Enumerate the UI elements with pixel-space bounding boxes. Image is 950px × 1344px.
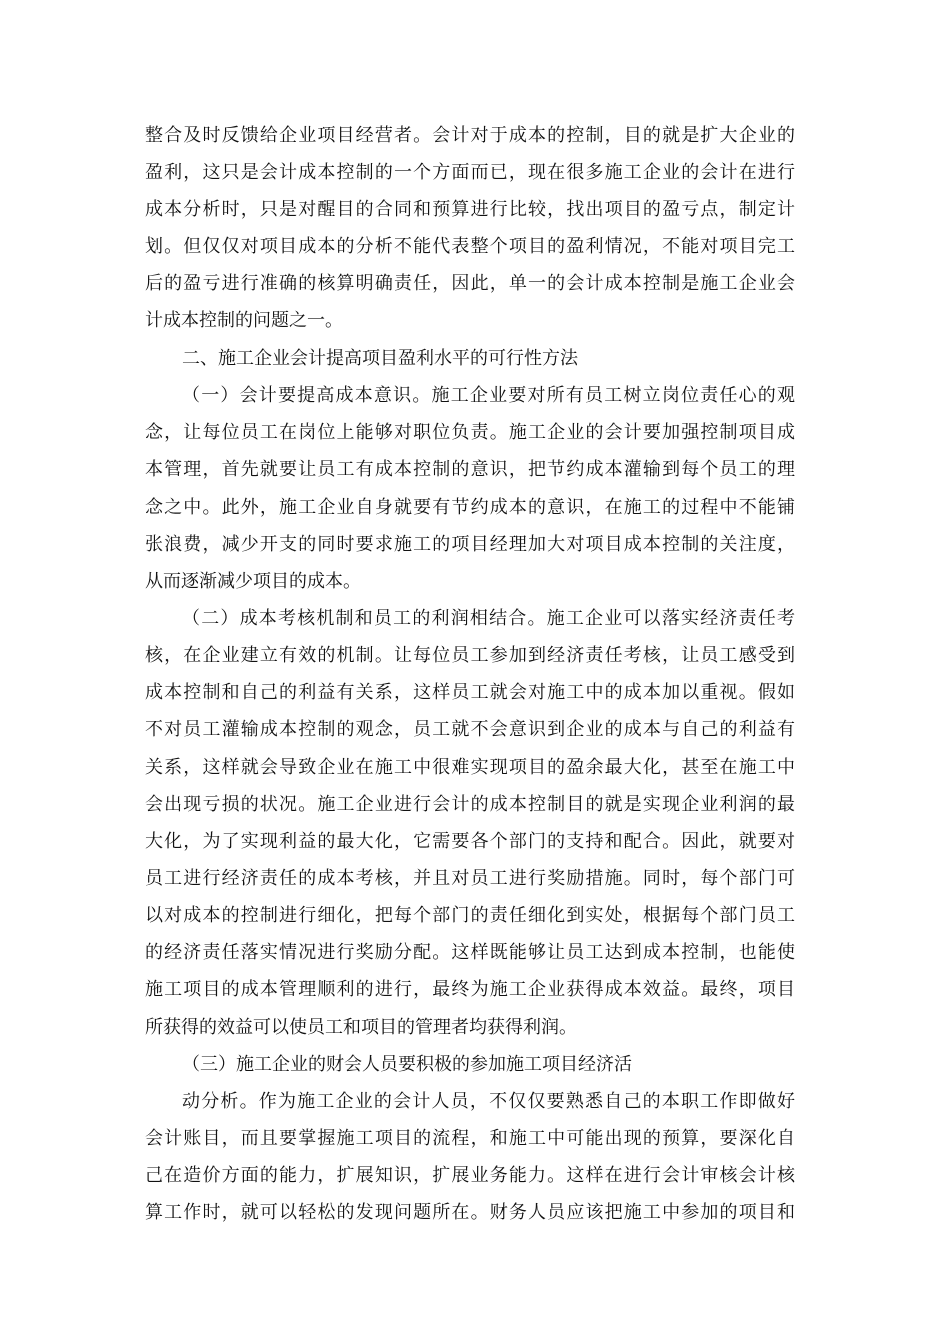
text-line: 关系，这样就会导致企业在施工中很难实现项目的盈余最大化，甚至在施工中 — [145, 757, 795, 778]
text-line: 整合及时反馈给企业项目经营者。会计对于成本的控制，目的就是扩大企业的 — [145, 125, 795, 146]
text-line: 本管理，首先就要让员工有成本控制的意识，把节约成本灌输到每个员工的理 — [145, 459, 795, 480]
text-line: （二）成本考核机制和员工的利润相结合。施工企业可以落实经济责任考 — [182, 608, 795, 629]
text-line: 盈利，这只是会计成本控制的一个方面而已，现在很多施工企业的会计在进行 — [145, 162, 795, 183]
text-line: 动分析。作为施工企业的会计人员，不仅仅要熟悉自己的本职工作即做好 — [182, 1091, 795, 1112]
text-line: 以对成本的控制进行细化，把每个部门的责任细化到实处，根据每个部门员工 — [145, 905, 795, 926]
text-line: 算工作时，就可以轻松的发现问题所在。财务人员应该把施工中参加的项目和 — [145, 1202, 795, 1223]
text-line: 员工进行经济责任的成本考核，并且对员工进行奖励措施。同时，每个部门可 — [145, 868, 795, 889]
text-line: 所获得的效益可以使员工和项目的管理者均获得利润。 — [145, 1017, 577, 1038]
text-line: 念，让每位员工在岗位上能够对职位负责。施工企业的会计要加强控制项目成 — [145, 422, 795, 443]
text-line: 会出现亏损的状况。施工企业进行会计的成本控制目的就是实现企业利润的最 — [145, 794, 795, 815]
text-line: 的经济责任落实情况进行奖励分配。这样既能够让员工达到成本控制，也能使 — [145, 942, 795, 963]
text-line: 划。但仅仅对项目成本的分析不能代表整个项目的盈利情况，不能对项目完工 — [145, 236, 795, 257]
text-line: 张浪费，减少开支的同时要求施工的项目经理加大对项目成本控制的关注度， — [145, 534, 795, 555]
section-heading: 二、施工企业会计提高项目盈利水平的可行性方法 — [182, 348, 578, 369]
text-line: 念之中。此外，施工企业自身就要有节约成本的意识，在施工的过程中不能铺 — [145, 497, 795, 518]
text-line: 大化，为了实现利益的最大化，它需要各个部门的支持和配合。因此，就要对 — [145, 831, 795, 852]
text-line: 后的盈亏进行准确的核算明确责任，因此，单一的会计成本控制是施工企业会 — [145, 273, 795, 294]
text-line: 成本控制和自己的利益有关系，这样员工就会对施工中的成本加以重视。假如 — [145, 682, 795, 703]
text-line: 会计账目，而且要掌握施工项目的流程，和施工中可能出现的预算，要深化自 — [145, 1128, 795, 1149]
text-line: 己在造价方面的能力，扩展知识，扩展业务能力。这样在进行会计审核会计核 — [145, 1165, 795, 1186]
text-line: （一）会计要提高成本意识。施工企业要对所有员工树立岗位责任心的观 — [182, 385, 795, 406]
text-line: 成本分析时，只是对醒目的合同和预算进行比较，找出项目的盈亏点，制定计 — [145, 199, 795, 220]
section-heading: （三）施工企业的财会人员要积极的参加施工项目经济活 — [182, 1054, 632, 1075]
text-line: 施工项目的成本管理顺利的进行，最终为施工企业获得成本效益。最终，项目 — [145, 979, 795, 1000]
text-line: 计成本控制的问题之一。 — [145, 310, 343, 331]
text-line: 从而逐渐减少项目的成本。 — [145, 571, 361, 592]
text-line: 核，在企业建立有效的机制。让每位员工参加到经济责任考核，让员工感受到 — [145, 645, 795, 666]
text-line: 不对员工灌输成本控制的观念，员工就不会意识到企业的成本与自己的利益有 — [145, 719, 795, 740]
